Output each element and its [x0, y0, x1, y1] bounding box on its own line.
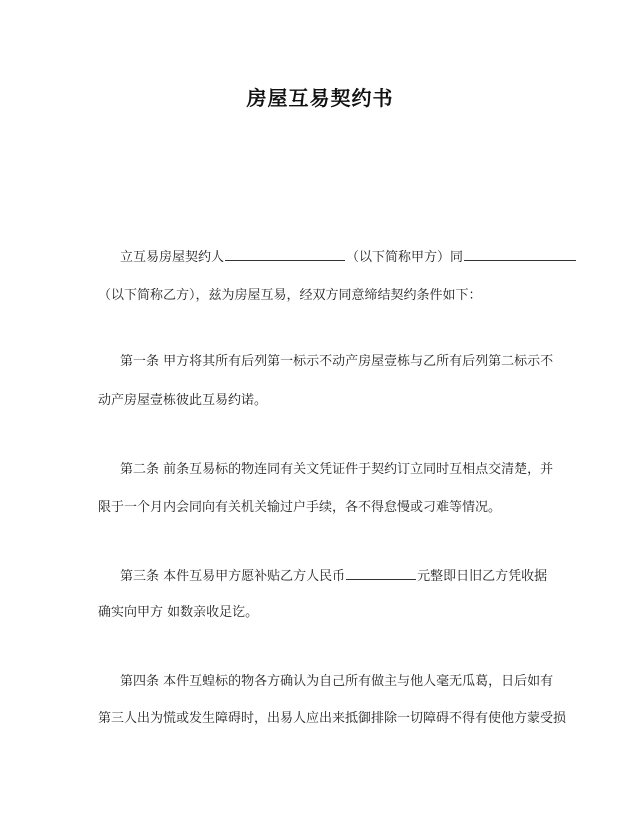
preamble-line-2: （以下简称乙方），兹为房屋互易，经双方同意缔结契约条件如下：	[98, 288, 482, 303]
article-2-line-1: 第二条 前条互易标的物连同有关文凭证件于契约订立同时互相点交清楚，并	[120, 462, 554, 477]
party-a-name-blank	[225, 248, 345, 261]
article-3-line-1	[120, 567, 580, 586]
article-1-line-2: 动产房屋壹栋彼此互易约诺。	[98, 393, 268, 408]
article-3-amount-label: 第三条 本件互易甲方愿补贴乙方人民币	[120, 569, 346, 584]
preamble-party-a-note: （以下简称甲方）同	[346, 250, 464, 265]
amount-blank	[346, 567, 416, 580]
preamble-party-a-label: 立互易房屋契约人	[120, 250, 225, 265]
article-4-line-1: 第四条 本件互蝗标的物各方确认为自己所有做主与他人毫无瓜葛，日后如有	[120, 674, 554, 689]
article-4-line-2: 第三人出为慌或发生障碍时，出易人应出来抵御排除一切障碍不得有使他方蒙受损	[98, 711, 567, 726]
party-b-name-blank	[464, 248, 576, 261]
article-3-line-2: 确实向甲方 如数亲收足讫。	[98, 605, 259, 620]
preamble-line-1	[120, 248, 580, 267]
article-2-line-2: 限于一个月内会同向有关机关输过户手续，各不得怠慢或刁难等情况。	[98, 500, 502, 515]
article-1-line-1: 第一条 甲方将其所有后列第一标示不动产房屋壹栋与乙所有后列第二标示不	[120, 354, 554, 369]
article-3-amount-suffix: 元整即日旧乙方凭收据	[417, 569, 548, 584]
document-title: 房屋互易契约书	[246, 86, 394, 110]
